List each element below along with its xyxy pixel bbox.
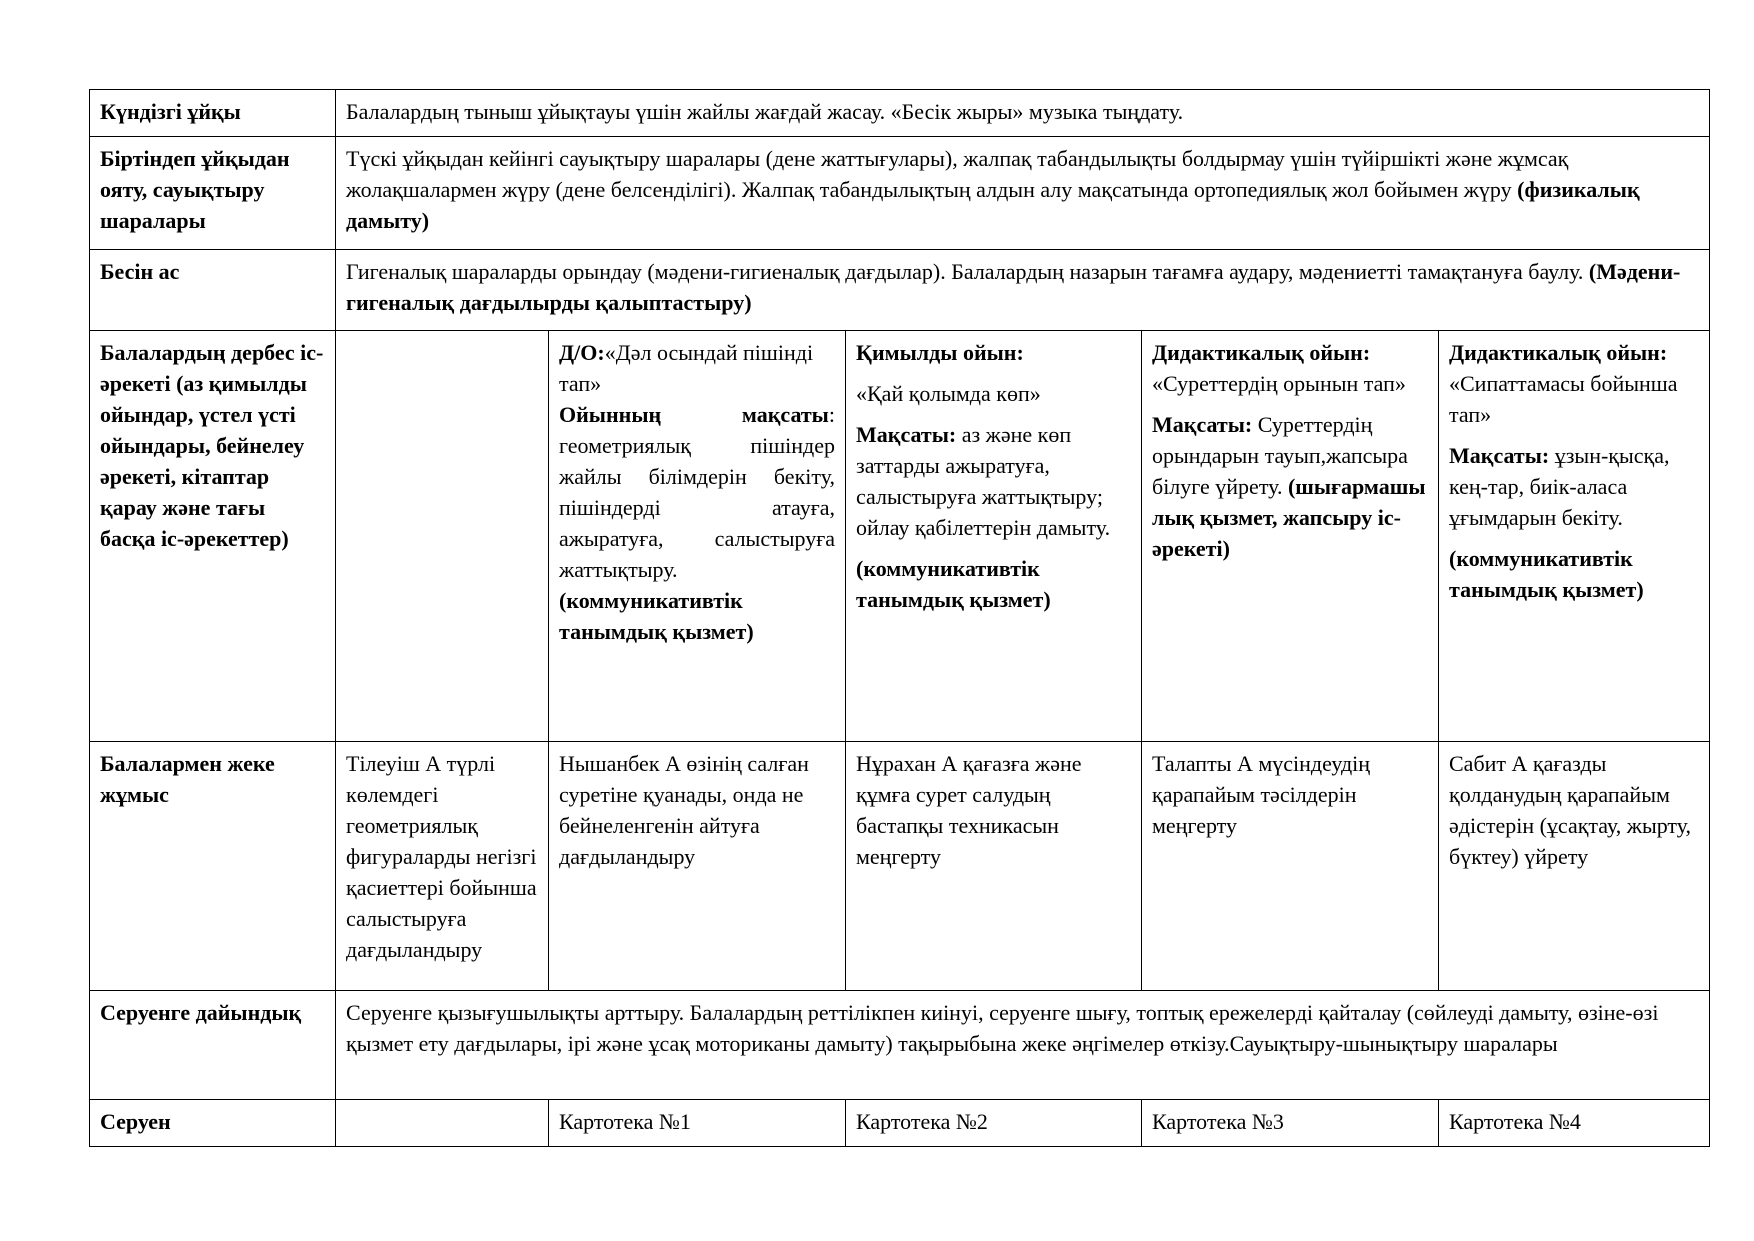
snack-cell (336, 250, 1710, 331)
activity-5-goal-label: Мақсаты: (1449, 443, 1550, 468)
wakeup-text: Түскі ұйқыдан кейінгі сауықтыру шаралары (дене жаттығулары), жалпақ табандылықты болдырмау үшін түйіршікті және жұмсақ жолақшалармен жүру (дене белсенділігі). Жалпақ табандылықтың алдын алу мақсатында ортопедиялық жол бойымен жүру (346, 146, 1569, 202)
activity-3-game: «Қай қолымда көп» (856, 381, 1041, 406)
walk-cell-4: Картотека №3 (1142, 1100, 1439, 1147)
walk-cell-2: Картотека №1 (549, 1100, 846, 1147)
nap-text: Балалардың тыныш ұйықтауы үшін жайлы жағдай жасау. «Бесік жыры» музыка тыңдату. (336, 90, 1710, 137)
activity-4-goal-label: Мақсаты: (1152, 412, 1253, 437)
row-individual (90, 742, 1710, 991)
row-label-walk: Серуен (90, 1100, 336, 1147)
individual-cell-3: Нұрахан А қағазға және құмға сурет салудың бастапқы техникасын меңгерту (846, 742, 1142, 991)
activity-3-goal: аз және көп заттарды ажыратуға, салыстыруға жаттықтыру; ойлау қабілеттерін дамыту. (856, 422, 1111, 540)
row-snack (90, 250, 1710, 331)
row-activity (90, 331, 1710, 742)
activity-2-tag: (коммуникативтік танымдық қызмет) (559, 588, 754, 644)
individual-cell-2: Нышанбек А өзінің салған суретіне қуанады, онда не бейнеленгенін айтуға дағдыландыру (549, 742, 846, 991)
wakeup-bold-tag: (физикалық дамыту) (346, 177, 1640, 233)
activity-5-goal: ұзын-қысқа, кең-тар, биік-аласа ұғымдарын бекіту. (1449, 443, 1670, 530)
activity-4-goal: Суреттердің орындарын тауып,жапсыра білуге үйрету. (1152, 412, 1408, 499)
daily-plan-table (89, 89, 1710, 1147)
activity-4-game: «Суреттердің орынын тап» (1152, 371, 1406, 396)
row-label-individual: Балалармен жеке жұмыс (90, 742, 336, 991)
row-nap (90, 90, 1710, 137)
individual-cell-4: Талапты А мүсіндеудің қарапайым тәсілдерін меңгерту (1142, 742, 1439, 991)
activity-2-goal: : геометриялық пішіндер жайлы білімдерін бекіту, пішіндерді атауға, ажыратуға, салыстыруға жаттықтыру. (559, 402, 835, 582)
activity-cell-2 (549, 331, 846, 742)
walk-cell-1 (336, 1100, 549, 1147)
row-walkprep (90, 991, 1710, 1100)
wakeup-cell (336, 137, 1710, 250)
activity-cell-5 (1439, 331, 1710, 742)
walkprep-text: Серуенге қызығушылықты арттыру. Балалардың реттілікпен киінуі, серуенге шығу, топтық ережелерді қайталау (сөйлеуді дамыту, өзіне-өзі қызмет ету дағдылары, ірі және ұсақ моториканы дамыту) тақырыбына жеке әңгімелер өткізу.Сауықтыру-шынықтыру шаралары (336, 991, 1710, 1100)
activity-2-game: «Дәл осындай пішінді тап» (559, 340, 814, 396)
activity-2-goal-label: Ойынның мақсаты (559, 402, 829, 427)
row-label-activity: Балалардың дербес іс-әрекеті (аз қимылды ойындар, үстел үсті ойындары, бейнелеу әрекеті, кітаптар қарау және тағы басқа іс-әрекеттер) (90, 331, 336, 742)
walk-cell-3: Картотека №2 (846, 1100, 1142, 1147)
activity-3-goal-label: Мақсаты: (856, 422, 957, 447)
snack-bold-tag: (Мәдени-гигеналық дағдылырды қалыптастыру) (346, 259, 1681, 315)
activity-3-tag: (коммуникативтік танымдық қызмет) (856, 556, 1051, 612)
activity-cell-4 (1142, 331, 1439, 742)
activity-cell-3 (846, 331, 1142, 742)
row-label-nap: Күндізгі ұйқы (90, 90, 336, 137)
activity-5-title: Дидактикалық ойын: (1449, 340, 1668, 365)
row-label-snack: Бесін ас (90, 250, 336, 331)
activity-cell-1 (336, 331, 549, 742)
activity-5-game: «Сипаттамасы бойынша тап» (1449, 371, 1678, 427)
individual-cell-5: Сабит А қағазды қолданудың қарапайым әдістерін (ұсақтау, жырту, бүктеу) үйрету (1439, 742, 1710, 991)
row-label-walkprep: Серуенге дайындық (90, 991, 336, 1100)
activity-4-tag: (шығармашы лық қызмет, жапсыру іс-әрекеті) (1152, 474, 1426, 561)
individual-cell-1: Тілеуіш А түрлі көлемдегі геометриялық фигураларды негізгі қасиеттері бойынша салыстыруға дағдыландыру (336, 742, 549, 991)
activity-3-title: Қимылды ойын: (856, 340, 1024, 365)
activity-2-title: Д/О: (559, 340, 605, 365)
walk-cell-5: Картотека №4 (1439, 1100, 1710, 1147)
row-label-wakeup: Біртіндеп ұйқыдан ояту, сауықтыру шаралары (90, 137, 336, 250)
row-wakeup (90, 137, 1710, 250)
snack-text: Гигеналық шараларды орындау (мәдени-гигиеналық дағдылар). Балалардың назарын тағамға аудару, мәдениетті тамақтануға баулу. (346, 259, 1589, 284)
row-walk (90, 1100, 1710, 1147)
activity-5-tag: (коммуникативтік танымдық қызмет) (1449, 546, 1644, 602)
activity-4-title: Дидактикалық ойын: (1152, 340, 1371, 365)
